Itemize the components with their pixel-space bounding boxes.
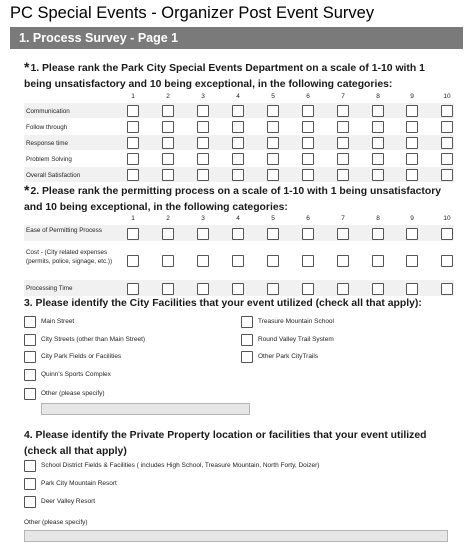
scale-number: 8: [376, 93, 380, 100]
scale-number: 9: [410, 93, 414, 100]
rating-checkbox-3[interactable]: [197, 137, 209, 149]
question-2-title: [24, 183, 454, 215]
rating-checkbox-6[interactable]: [302, 228, 314, 240]
rating-checkbox-10[interactable]: [441, 283, 453, 295]
q4-other-label: Other (please specify): [24, 519, 88, 526]
rating-checkbox-3[interactable]: [197, 105, 209, 117]
rating-checkbox-1[interactable]: [127, 283, 139, 295]
matrix-row: [24, 167, 454, 183]
matrix-row: [24, 135, 454, 151]
rating-checkbox-5[interactable]: [267, 169, 279, 181]
option-label: Other (please specify): [41, 390, 105, 397]
rating-checkbox-1[interactable]: [127, 228, 139, 240]
rating-checkbox-8[interactable]: [372, 228, 384, 240]
rating-checkbox-2[interactable]: [162, 255, 174, 267]
option-checkbox[interactable]: [24, 478, 36, 490]
scale-header: [24, 215, 454, 225]
option-label: Other Park CityTrails: [258, 353, 319, 360]
matrix-row: [24, 242, 454, 280]
rating-checkbox-6[interactable]: [302, 283, 314, 295]
rating-checkbox-10[interactable]: [441, 228, 453, 240]
rating-checkbox-10[interactable]: [441, 121, 453, 133]
scale-number: 1: [131, 215, 135, 222]
scale-number: 10: [443, 93, 451, 100]
scale-number: 4: [236, 215, 240, 222]
rating-checkbox-6[interactable]: [302, 169, 314, 181]
matrix-row-label: Follow through: [26, 123, 68, 131]
rating-checkbox-7[interactable]: [337, 169, 349, 181]
rating-checkbox-9[interactable]: [406, 121, 418, 133]
option-label: School District Fields & Facilities ( includes High School, Treasure Mountain, North Forty, Doizer): [41, 462, 320, 469]
scale-number: 5: [271, 93, 275, 100]
question-1-matrix: [24, 93, 454, 183]
rating-checkbox-7[interactable]: [337, 137, 349, 149]
rating-checkbox-8[interactable]: [372, 137, 384, 149]
question-1-text: 1. Please rank the Park City Special Events Department on a scale of 1-10 with 1 being unsatisfactory and 10 being exceptional, in the following categories:: [24, 63, 425, 90]
rating-checkbox-2[interactable]: [162, 137, 174, 149]
rating-checkbox-9[interactable]: [406, 228, 418, 240]
rating-checkbox-1[interactable]: [127, 255, 139, 267]
rating-checkbox-10[interactable]: [441, 255, 453, 267]
scale-number: 6: [306, 215, 310, 222]
rating-checkbox-1[interactable]: [127, 121, 139, 133]
scale-number: 7: [341, 215, 345, 222]
rating-checkbox-3[interactable]: [197, 255, 209, 267]
rating-checkbox-10[interactable]: [441, 137, 453, 149]
scale-number: 7: [341, 93, 345, 100]
required-star: *: [24, 59, 30, 75]
rating-checkbox-9[interactable]: [406, 283, 418, 295]
scale-number: 4: [236, 93, 240, 100]
rating-checkbox-2[interactable]: [162, 283, 174, 295]
matrix-row-label: Problem Solving: [26, 155, 72, 163]
rating-checkbox-7[interactable]: [337, 283, 349, 295]
scale-number: 3: [201, 215, 205, 222]
rating-checkbox-6[interactable]: [302, 255, 314, 267]
rating-checkbox-6[interactable]: [302, 121, 314, 133]
rating-checkbox-6[interactable]: [302, 153, 314, 165]
matrix-row-label: Processing Time: [26, 285, 73, 292]
option-checkbox[interactable]: [24, 369, 36, 381]
rating-checkbox-10[interactable]: [441, 169, 453, 181]
matrix-row: [24, 151, 454, 167]
matrix-row-label: Overall Satisfaction: [26, 171, 81, 179]
rating-checkbox-5[interactable]: [267, 255, 279, 267]
rating-checkbox-9[interactable]: [406, 255, 418, 267]
rating-checkbox-2[interactable]: [162, 228, 174, 240]
rating-checkbox-7[interactable]: [337, 153, 349, 165]
rating-checkbox-8[interactable]: [372, 283, 384, 295]
rating-checkbox-9[interactable]: [406, 169, 418, 181]
question-2-text: 2. Please rank the permitting process on a scale of 1-10 with 1 being unsatisfactory and 10 being exceptional, in the following categories:: [24, 186, 442, 213]
rating-checkbox-8[interactable]: [372, 255, 384, 267]
q4-other-input[interactable]: [24, 530, 448, 542]
rating-checkbox-3[interactable]: [197, 121, 209, 133]
option-checkbox[interactable]: [241, 316, 253, 328]
rating-checkbox-1[interactable]: [127, 169, 139, 181]
rating-checkbox-4[interactable]: [232, 105, 244, 117]
rating-checkbox-5[interactable]: [267, 153, 279, 165]
option-label: Main Street: [41, 318, 75, 325]
rating-checkbox-6[interactable]: [302, 137, 314, 149]
scale-number: 1: [131, 93, 135, 100]
rating-checkbox-10[interactable]: [441, 105, 453, 117]
rating-checkbox-1[interactable]: [127, 153, 139, 165]
rating-checkbox-3[interactable]: [197, 228, 209, 240]
scale-number: 10: [443, 215, 451, 222]
option-checkbox[interactable]: [24, 316, 36, 328]
rating-checkbox-5[interactable]: [267, 121, 279, 133]
option-label: Deer Valley Resort: [41, 498, 96, 505]
rating-checkbox-5[interactable]: [267, 105, 279, 117]
rating-checkbox-2[interactable]: [162, 153, 174, 165]
rating-checkbox-7[interactable]: [337, 255, 349, 267]
rating-checkbox-10[interactable]: [441, 153, 453, 165]
scale-number: 8: [376, 215, 380, 222]
rating-checkbox-3[interactable]: [197, 153, 209, 165]
q3-other-input[interactable]: [41, 403, 250, 415]
rating-checkbox-8[interactable]: [372, 121, 384, 133]
option-label: Treasure Mountain School: [258, 318, 334, 325]
matrix-row: [24, 119, 454, 135]
matrix-row: [24, 225, 454, 242]
rating-checkbox-2[interactable]: [162, 105, 174, 117]
matrix-row-label: Cost - (City related expenses (permits, police, signage, etc.)): [26, 248, 113, 265]
rating-checkbox-3[interactable]: [197, 169, 209, 181]
rating-checkbox-9[interactable]: [406, 105, 418, 117]
scale-number: 2: [166, 93, 170, 100]
scale-number: 5: [271, 215, 275, 222]
option-checkbox[interactable]: [24, 460, 36, 472]
scale-number: 6: [306, 93, 310, 100]
rating-checkbox-6[interactable]: [302, 105, 314, 117]
rating-checkbox-7[interactable]: [337, 121, 349, 133]
rating-checkbox-8[interactable]: [372, 153, 384, 165]
rating-checkbox-2[interactable]: [162, 121, 174, 133]
rating-checkbox-2[interactable]: [162, 169, 174, 181]
question-2-matrix: [24, 215, 454, 297]
matrix-row-label: Response time: [26, 139, 68, 147]
matrix-row: [24, 280, 454, 297]
option-label: Park City Mountain Resort: [41, 480, 117, 487]
rating-checkbox-7[interactable]: [337, 228, 349, 240]
rating-checkbox-5[interactable]: [267, 137, 279, 149]
matrix-row-label: Ease of Permitting Process: [26, 227, 102, 234]
rating-checkbox-4[interactable]: [232, 255, 244, 267]
matrix-row: [24, 103, 454, 119]
option-label: City Park Fields or Facilities: [41, 353, 122, 360]
page-header: 1. Process Survey - Page 1: [10, 27, 463, 49]
option-checkbox[interactable]: [241, 334, 253, 346]
rating-checkbox-4[interactable]: [232, 121, 244, 133]
rating-checkbox-5[interactable]: [267, 228, 279, 240]
rating-checkbox-7[interactable]: [337, 105, 349, 117]
option-checkbox[interactable]: [24, 334, 36, 346]
rating-checkbox-4[interactable]: [232, 137, 244, 149]
question-3-title: 3. Please identify the City Facilities that your event utilized (check all that apply):: [24, 298, 422, 309]
rating-checkbox-8[interactable]: [372, 169, 384, 181]
scale-number: 9: [410, 215, 414, 222]
matrix-row-label: Communication: [26, 107, 70, 115]
rating-checkbox-9[interactable]: [406, 153, 418, 165]
option-checkbox[interactable]: [24, 351, 36, 363]
option-checkbox[interactable]: [24, 388, 36, 400]
required-star: *: [24, 182, 30, 198]
rating-checkbox-1[interactable]: [127, 137, 139, 149]
option-checkbox[interactable]: [241, 351, 253, 363]
rating-checkbox-4[interactable]: [232, 228, 244, 240]
rating-checkbox-4[interactable]: [232, 283, 244, 295]
option-label: City Streets (other than Main Street): [41, 336, 146, 343]
option-label: Quinn's Sports Complex: [41, 371, 111, 378]
option-checkbox[interactable]: [24, 496, 36, 508]
rating-checkbox-1[interactable]: [127, 105, 139, 117]
rating-checkbox-4[interactable]: [232, 169, 244, 181]
rating-checkbox-9[interactable]: [406, 137, 418, 149]
rating-checkbox-8[interactable]: [372, 105, 384, 117]
scale-header: [24, 93, 454, 103]
rating-checkbox-3[interactable]: [197, 283, 209, 295]
option-label: Round Valley Trail System: [258, 336, 334, 343]
question-1-title: [24, 60, 454, 92]
rating-checkbox-5[interactable]: [267, 283, 279, 295]
rating-checkbox-4[interactable]: [232, 153, 244, 165]
window-title: PC Special Events - Organizer Post Event Survey: [10, 4, 375, 22]
question-4-title: 4. Please identify the Private Property location or facilities that your event utilized (check all that apply): [24, 430, 427, 457]
scale-number: 3: [201, 93, 205, 100]
scale-number: 2: [166, 215, 170, 222]
